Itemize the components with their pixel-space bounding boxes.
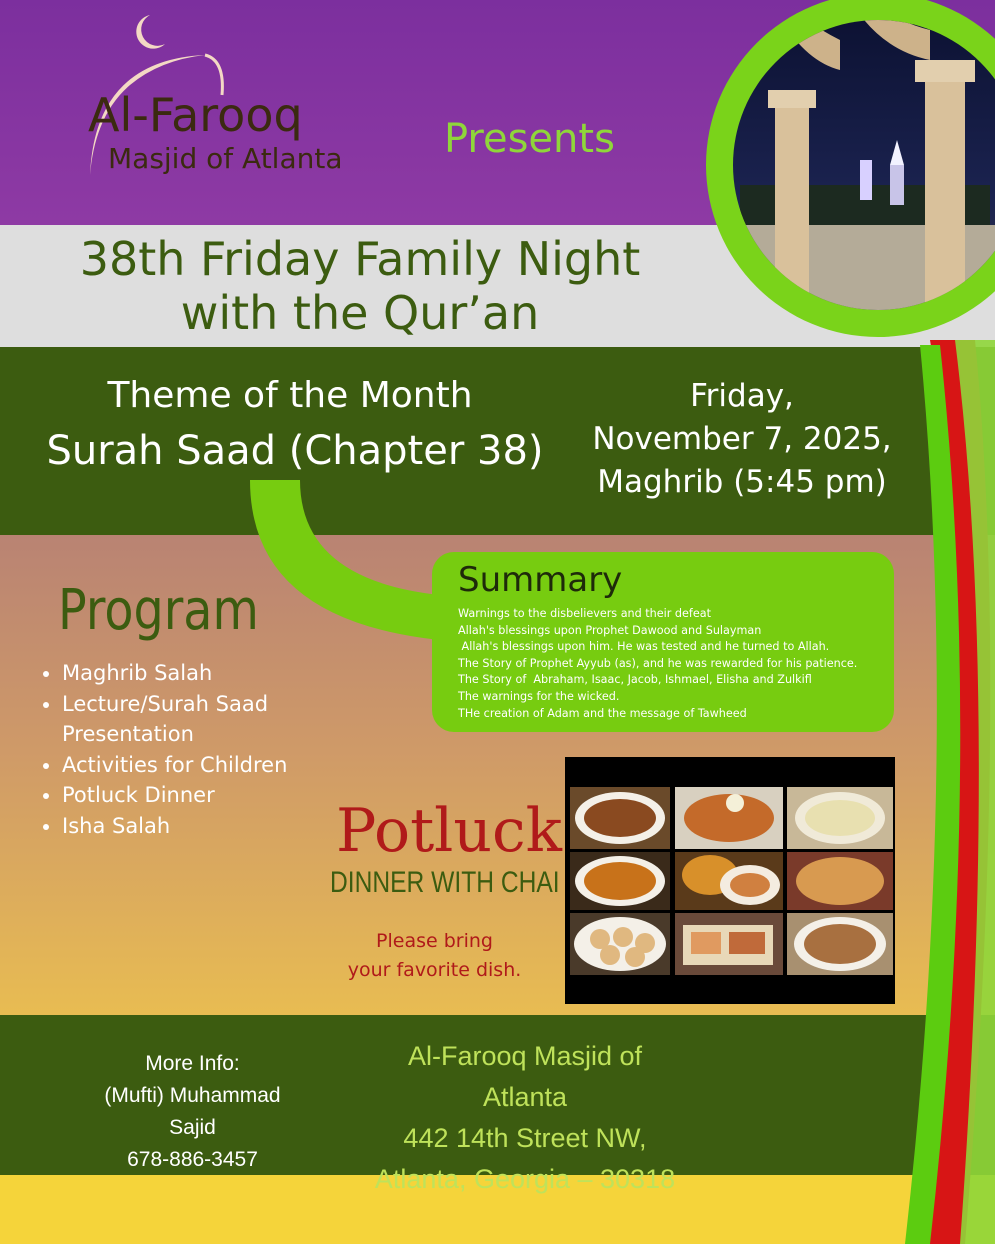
summary-line: The Story of Abraham, Isaac, Jacob, Ishmael, Elisha and Zulkifl: [458, 673, 812, 687]
presents-text: Presents: [444, 116, 615, 162]
contact-name: (Mufti) Muhammad Sajid: [104, 1084, 281, 1139]
summary-line: Allah's blessings upon him. He was tested and he turned to Allah.: [458, 640, 830, 654]
summary-title: Summary: [458, 560, 623, 600]
program-item: • Lecture/Surah Saad Presentation: [62, 689, 332, 750]
program-list: [38, 658, 332, 841]
date-full: November 7, 2025,: [592, 421, 892, 457]
venue-name: Al-Farooq Masjid of Atlanta: [407, 1041, 643, 1112]
food-dish-5: [675, 852, 783, 910]
venue-address: [370, 1036, 680, 1200]
venue-street: 442 14th Street NW,: [403, 1123, 647, 1153]
potluck-subtitle: DINNER WITH CHAI: [330, 866, 560, 899]
theme-name: Surah Saad (Chapter 38): [46, 428, 544, 474]
summary-line: Warnings to the disbelievers and their defeat: [458, 607, 711, 620]
program-item: • Potluck Dinner: [62, 780, 332, 811]
summary-line: The warnings for the wicked.: [458, 689, 620, 703]
program-item: • Isha Salah: [62, 811, 332, 842]
food-collage-grid: [565, 757, 895, 1004]
summary-line: Allah's blessings upon Prophet Dawood and Sulayman: [458, 623, 762, 637]
potluck-note-line2: your favorite dish.: [347, 959, 522, 981]
more-info-label: More Info:: [145, 1052, 240, 1075]
theme-label: Theme of the Month: [107, 375, 473, 416]
venue-city: Atlanta, Georgia – 30318: [374, 1164, 676, 1194]
food-dish-8: [675, 913, 783, 975]
summary-list: [458, 606, 888, 722]
date-day: Friday,: [690, 378, 794, 414]
food-dish-1: [570, 787, 670, 849]
crescent-moon-icon: [136, 15, 165, 49]
event-date: [582, 375, 902, 504]
logo-name: Al-Farooq: [88, 88, 303, 142]
food-dish-4: [570, 852, 670, 910]
summary-line: THe creation of Adam and the message of Tawheed: [458, 706, 747, 720]
potluck-note-line1: Please bring: [376, 930, 493, 952]
potluck-note: [332, 927, 537, 985]
program-item: • Activities for Children: [62, 750, 332, 781]
food-dish-7: [570, 913, 670, 975]
food-dish-2: [675, 787, 783, 849]
potluck-title: Potluck: [336, 796, 562, 866]
event-title-line1: 38th Friday Family Night: [79, 232, 641, 286]
program-heading: Program: [58, 578, 259, 643]
food-collage-photo: [565, 757, 895, 1004]
food-dish-9: [787, 913, 893, 975]
program-item: • Maghrib Salah: [62, 658, 332, 689]
more-info: [80, 1048, 305, 1176]
food-dish-3: [787, 787, 893, 849]
event-title-line2: with the Qur’an: [180, 286, 540, 340]
event-title: [0, 232, 720, 340]
food-dish-6: [787, 852, 893, 910]
date-time: Maghrib (5:45 pm): [597, 464, 887, 500]
logo-subtitle: Masjid of Atlanta: [108, 142, 343, 175]
summary-line: The Story of Prophet Ayyub (as), and he was rewarded for his patience.: [458, 656, 858, 670]
connector-curve: [250, 480, 440, 640]
contact-phone: 678-886-3457: [127, 1148, 258, 1171]
